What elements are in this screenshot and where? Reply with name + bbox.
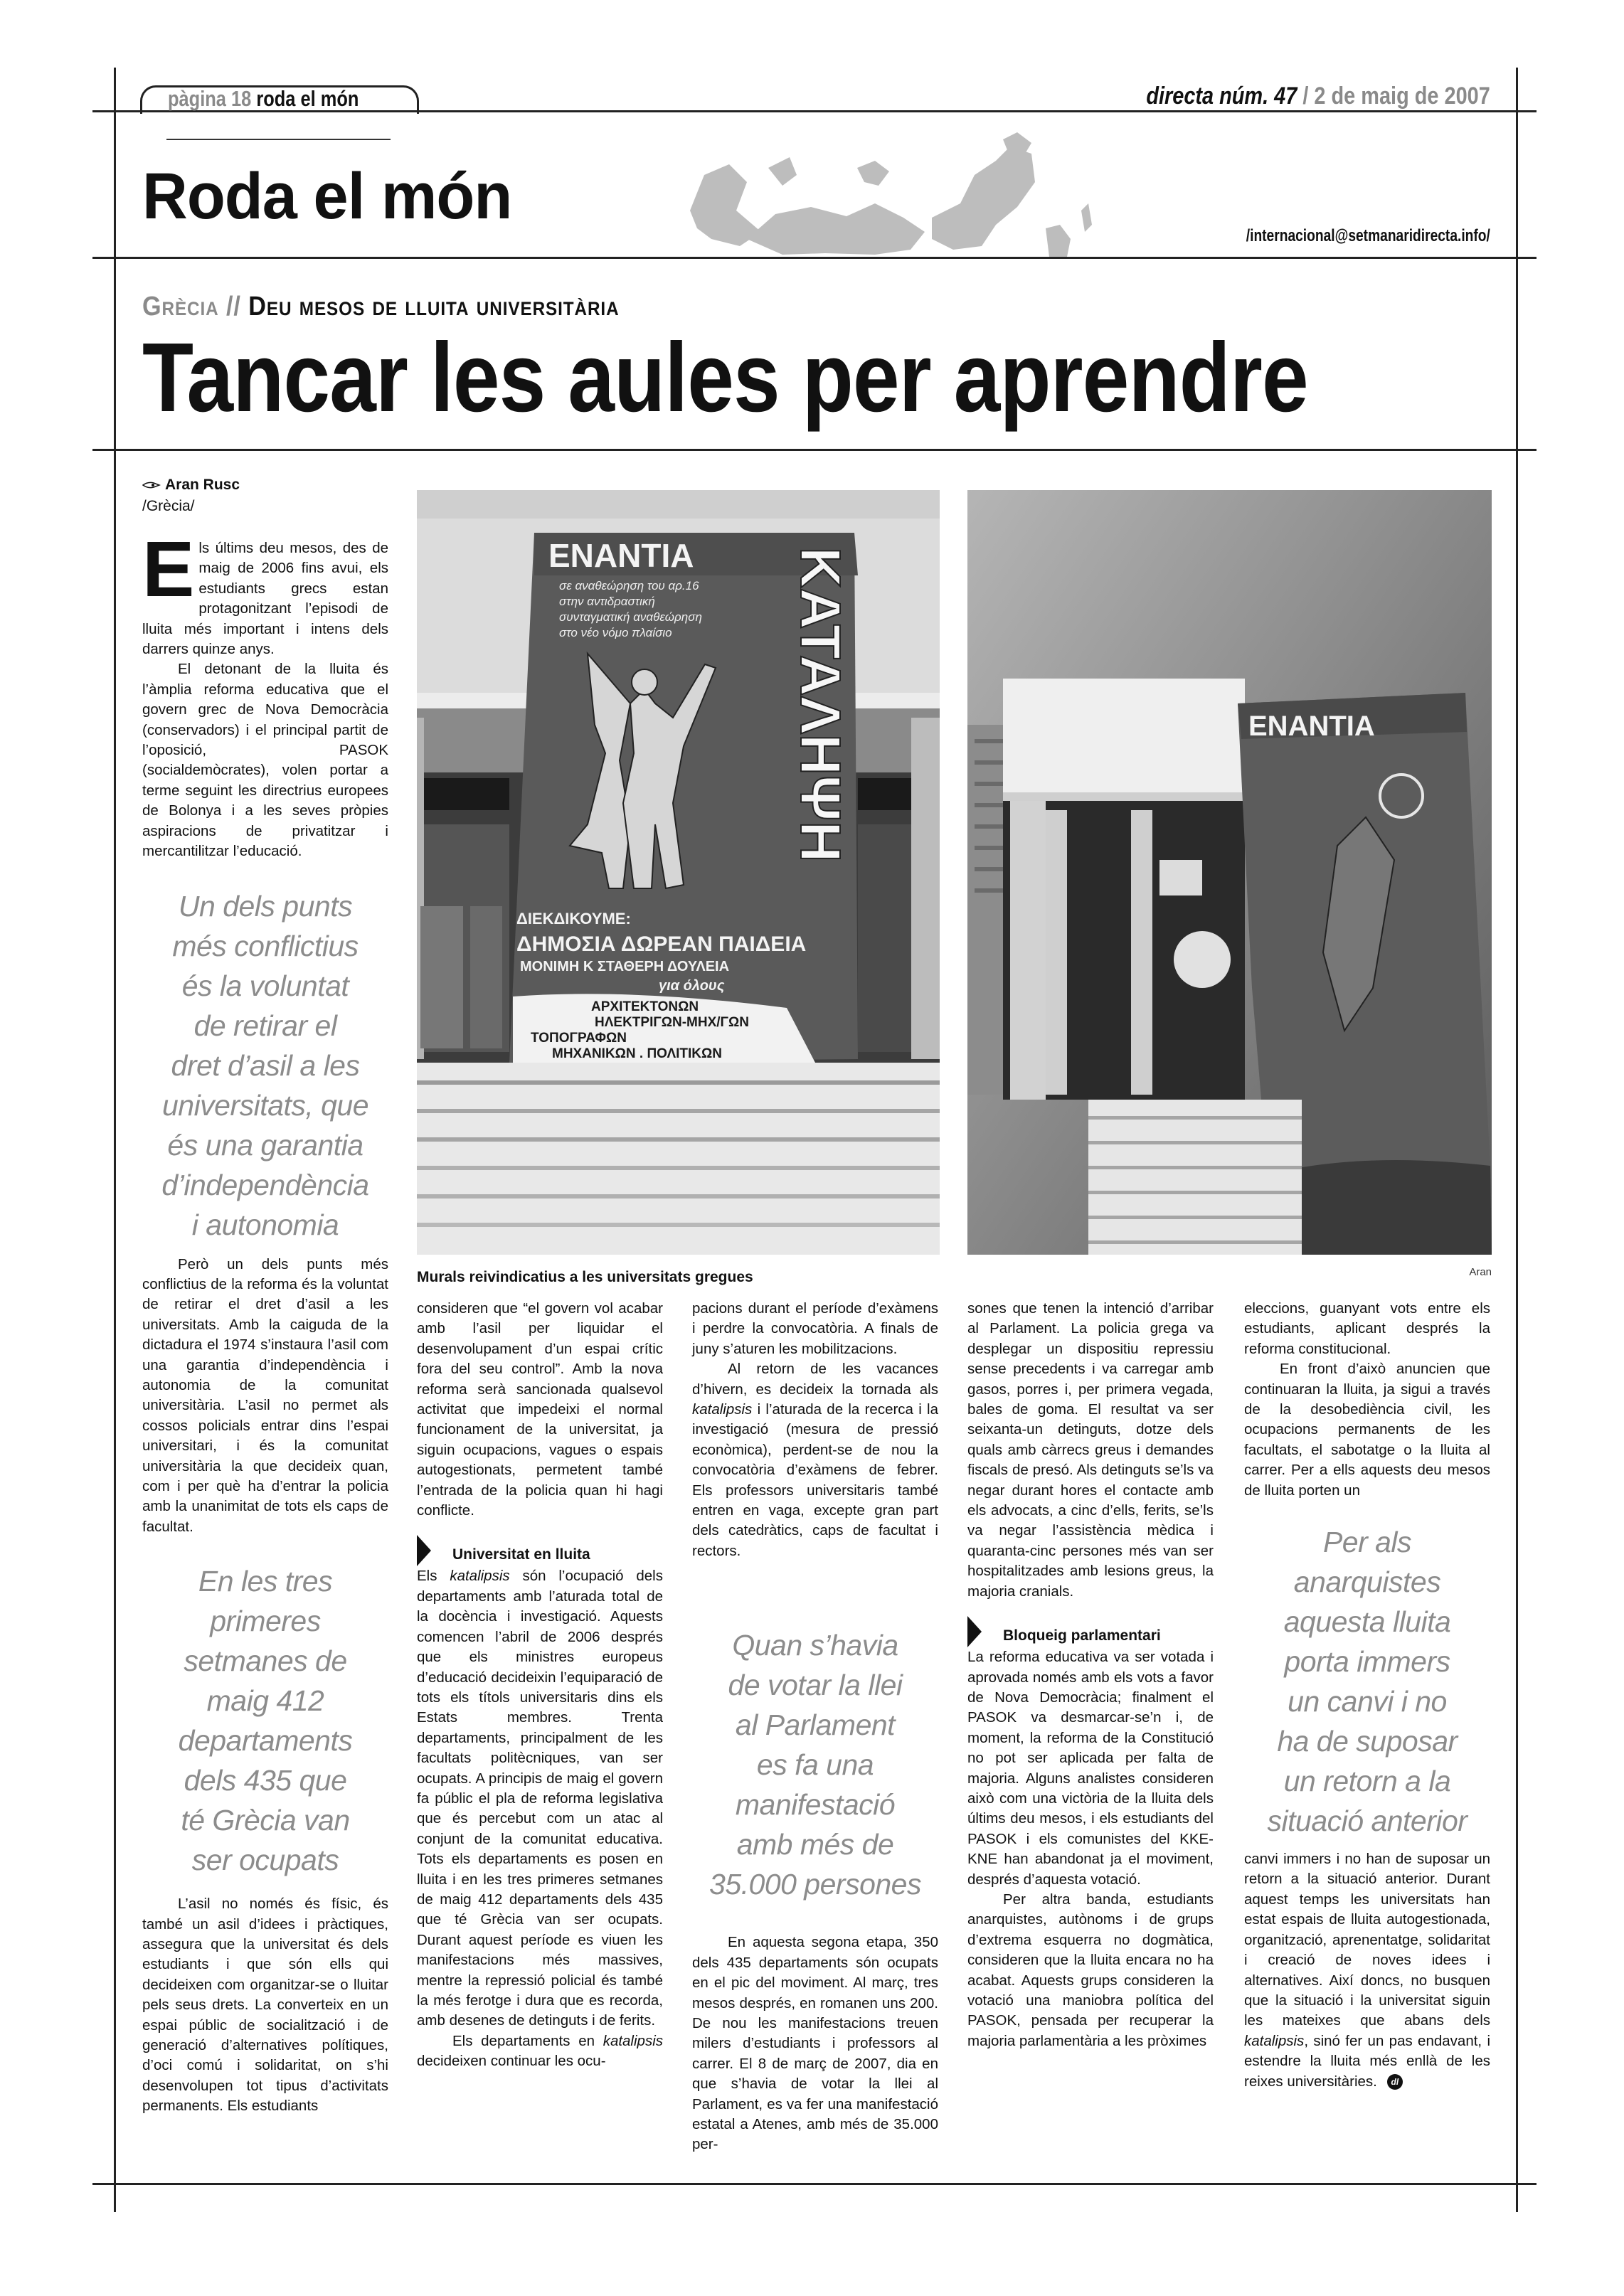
column-2-top bbox=[417, 1299, 663, 1521]
column-5-bottom bbox=[1244, 1849, 1490, 2092]
text-run: Els bbox=[417, 1568, 450, 1585]
quote-line: porta immers bbox=[1284, 1645, 1450, 1679]
column-2-bottom bbox=[417, 1566, 663, 2071]
kicker-country: Grècia bbox=[142, 292, 219, 321]
column-2 bbox=[417, 1299, 663, 2072]
text-run: canvi immers i no han de suposar un retorn a la situació anterior. Durant aquest temps les universitats han estat espais de lluita autogestionada, organització, aprenentatge, solidaritat i creació de noves idees i alternatives. Així doncs, no busquen que la situació i la universitat siguin les mateixes que abans dels bbox=[1244, 1851, 1490, 2029]
quote-line: ha de suposar bbox=[1277, 1725, 1458, 1758]
banner-text: ΔΗΜΟΣΙΑ ΔΩΡΕΑΝ ΠΑΙΔΕΙΑ bbox=[516, 932, 807, 956]
paragraph: Però un dels punts més conflictius de la reforma és la voluntat de retirar el dret d’asil a les universitats. Amb la caiguda de la dictadura el 1974 s’instaura l’asil com una garantia d’independència i autonomia de la comunitat universitària. L’asil no permet als cossos policials entrar dins l’espai universitari, i és la comunitat universitària la que decideix quan, com i per què ha d’entrar la policia amb la unanimitat de tots els caps de facultat. bbox=[142, 1255, 388, 1535]
dateline-location: /Grècia/ bbox=[142, 498, 195, 514]
article-headline: Tancar les aules per aprendre bbox=[142, 323, 1308, 432]
italic-term: katalipsis bbox=[603, 2032, 663, 2049]
quote-line: té Grècia van bbox=[181, 1804, 350, 1837]
text-run: són l’ocupació dels departaments amb l’aturada total de la docència i investigació. Aquests comencen l’abril de 2006 després que els ministres europeus d’educació decideixin l’equiparació de tots els títols universitaris dins els Estats membres. Trenta departaments, principalment de les facultats politècniques, van ser ocupats. A principis de maig el govern fa públic el pla de reforma legislativa que és percebut com un atac al conjunt de la comunitat educativa. Tots els departaments es posen en lluita i en les tres primeres setmanes de maig 412 departaments dels 435 que té Grècia van ser ocupats. Durant aquest període es viuen les manifestacions més massives, mentre la repressió policial és també la més ferotge i dura que es recorda, amb desenes de detinguts i de ferits. bbox=[417, 1568, 663, 2029]
paragraph: En front d’això anuncien que continuaran la lluita, ja sigui a través de la desobediència civil, les ocupacions permanents de les facultats, el sabotatge o la lluita al carrer. Per a ells aquests deu mesos de lluita porten un bbox=[1244, 1361, 1490, 1499]
photo-credit: Aran bbox=[1469, 1266, 1492, 1278]
byline bbox=[142, 475, 388, 495]
quote-line: i autonomia bbox=[191, 1208, 339, 1241]
banner-text: σε αναθεώρηση του αρ.16 bbox=[559, 579, 699, 592]
quote-line: més conflictius bbox=[172, 929, 359, 962]
banner-text: στο νέο νόμο πλαίσιο bbox=[559, 626, 672, 639]
section-title: Roda el món bbox=[142, 160, 512, 233]
quote-line: situació anterior bbox=[1267, 1805, 1468, 1838]
banner-text: ΗΛΕΚΤΡΙΓΩΝ-ΜΗΧ/ΓΩΝ bbox=[595, 1015, 749, 1030]
quote-line: 35.000 persones bbox=[709, 1868, 921, 1901]
quote-line: Per als bbox=[1322, 1526, 1412, 1559]
pull-quote-4 bbox=[1244, 1522, 1490, 1841]
column-1-bottom bbox=[142, 1894, 388, 2116]
paragraph: consideren que “el govern vol acabar amb l’asil per liquidar el desenvolupament d’un espai crític fora del seu control”. Amb la nova reforma serà sancionada qualsevol activitat que impedeixi el normal funcionament de la universitat, ja siguin ocupacions, vagues o espais autogestionats, permetent també l’entrada de la policia quan hi hagi conflicte. bbox=[417, 1300, 663, 1519]
italic-term: katalipsis bbox=[692, 1401, 753, 1418]
paragraph: pacions durant el període d’exàmens i perdre la convocatòria. A finals de juny s’aturen les mobilitzacions. bbox=[692, 1300, 938, 1357]
photo-banner-university-1 bbox=[417, 490, 940, 1255]
paragraph: El detonant de la lluita és l’àmplia reforma educativa que el govern grec de Nova Democràcia (conservadors) i el principal partit de l’oposició, PASOK (socialdemòcrates), volen portar a terme seguint les directrius europees de Bolonya i a les seves pròpies aspiracions de privatitzar i mercantilitzar l’educació. bbox=[142, 661, 388, 860]
paragraph: sones que tenen la intenció d’arribar al Parlament. La policia grega va desplegar un dispositiu repressiu sense precedents i va carregar amb gasos, porres i, per primera vegada, bales de goma. El resultat va ser seixanta-un detinguts, dotze dels quals amb càrrecs greus i demandes fiscals de presó. Als detinguts se’ls va negar durant hores el contacte amb els advocats, a cinc d’ells, ferits, se’ls va negar l’assistència mèdica i quaranta-cinc persones més van ser hospitalitzades amb lesions greus, la majoria cranials. bbox=[967, 1300, 1214, 1600]
paragraph: L’asil no només és físic, és també un asil d’idees i pràctiques, assegura que la universitat és dels estudiants i que són ells qui decideixen com organitzar-se o lluitar pels seus drets. La converteix en un espai públic de socialització i de generació d’alternatives polítiques, d’oci comú i solidaritat, on s’hi desenvolupen tot tipus d’activitats permanents. Els estudiants bbox=[142, 1896, 388, 2115]
quote-line: anarquistes bbox=[1293, 1566, 1441, 1599]
quote-line: dels 435 que bbox=[184, 1764, 347, 1797]
column-3-top bbox=[692, 1299, 938, 1561]
quote-line: és una garantia bbox=[167, 1128, 363, 1162]
left-margin-rule bbox=[114, 68, 116, 2212]
quote-line: es fa una bbox=[756, 1748, 874, 1782]
page-label bbox=[168, 86, 359, 112]
banner-text: ΜΟΝΙΜΗ Κ ΣΤΑΘΕΡΗ ΔΟΥΛΕΙΑ bbox=[520, 959, 730, 974]
pull-quote-3 bbox=[692, 1625, 938, 1904]
subhead-text: Universitat en lluita bbox=[452, 1546, 590, 1563]
paragraph bbox=[1244, 1849, 1490, 2092]
banner-text: ΔΙΕΚΔΙΚΟΥΜΕ: bbox=[516, 910, 631, 928]
subhead-text: Bloqueig parlamentari bbox=[1003, 1627, 1161, 1644]
text-run: Al retorn de les vacances d’hivern, es decideix la tornada als bbox=[692, 1361, 938, 1398]
text-run: i l’aturada de la recerca i la investigació (mesura de pressió econòmica), perdent-se de nou la convocatòria d’exàmens de febrer. Els professors universitaris també entren en vaga, excepte gran part dels catedràtics, caps de facultat i rectors. bbox=[692, 1401, 938, 1559]
column-3-bottom bbox=[692, 1933, 938, 2154]
paragraph: Per altra banda, estudiants anarquistes, autònoms i de grups d’extrema esquerra no dogmàtica, consideren que la lluita encara no ha acabat. Aquests grups consideren la votació una maniobra política del PASOK, pensada per recuperar la majoria parlamentària a les pròximes bbox=[967, 1891, 1214, 2049]
article-kicker bbox=[142, 292, 620, 322]
quote-line: primeres bbox=[210, 1605, 321, 1638]
world-map-graphic bbox=[662, 132, 1188, 257]
paragraph: La reforma educativa va ser votada i aprovada només amb els vots a favor de Nova Democràcia; finalment el PASOK va desmarcar-se’n i, de moment, la reforma de la Constitució no pot ser aplicada per falta de majoria. Alguns analistes consideren això com una victòria de la lluita dels últims deu mesos, i els estudiants del PASOK i els comunistes del KKE-KNE han abandonat ja el moviment, després d’aquesta votació. bbox=[967, 1649, 1214, 1888]
quote-line: d’independència bbox=[161, 1168, 369, 1201]
column-1 bbox=[142, 475, 388, 2117]
subhead-bloqueig-parlamentari bbox=[967, 1626, 1214, 1647]
paragraph: eleccions, guanyant vots entre els estudiants, aplicant després la reforma constitucional. bbox=[1244, 1300, 1490, 1357]
column-5 bbox=[1244, 1299, 1490, 2092]
quote-line: dret d’asil a les bbox=[171, 1048, 360, 1082]
section-rule bbox=[92, 257, 1537, 259]
column-1-middle bbox=[142, 1255, 388, 1538]
text-run: , sinó fer un pas endavant, i estendre la lluita més enllà de les reixes universitàries. bbox=[1244, 2032, 1490, 2090]
triangle-bullet-icon bbox=[417, 1535, 431, 1566]
quote-line: setmanes de bbox=[184, 1644, 347, 1678]
paragraph bbox=[417, 2031, 663, 2072]
headline-rule bbox=[92, 449, 1537, 451]
column-1-intro bbox=[142, 526, 388, 862]
column-5-top bbox=[1244, 1299, 1490, 1501]
quote-line: amb més de bbox=[736, 1828, 894, 1861]
paragraph bbox=[417, 1566, 663, 2031]
triangle-bullet-icon bbox=[967, 1616, 982, 1647]
pen-nib-icon bbox=[142, 481, 161, 489]
paragraph: En aquesta segona etapa, 350 dels 435 departaments són ocupats en el pic del moviment. Al març, tres mesos després, en romanen uns 200. De nou les manifestacions treuen milers d’estudiants i professors al carrer. El 8 de març de 2007, dia en que s’havia de votar la llei al Parlament, es va fer una manifestació estatal a Atenes, amb més de 35.000 per- bbox=[692, 1934, 938, 2153]
intro-paragraph bbox=[142, 526, 388, 659]
issue-info bbox=[1147, 83, 1490, 110]
quote-line: universitats, que bbox=[161, 1088, 369, 1122]
quote-line: Un dels punts bbox=[178, 889, 353, 923]
quote-line: manifestació bbox=[735, 1788, 896, 1822]
banner-text: συνταγματική αναθεώρηση bbox=[559, 610, 702, 624]
banner-text: ΕΝΑΝΤΙΑ bbox=[548, 537, 694, 574]
section-email[interactable]: /internacional@setmanaridirecta.info/ bbox=[1246, 226, 1490, 245]
quote-line: és la voluntat bbox=[181, 969, 349, 1002]
subhead-universitat-en-lluita bbox=[417, 1545, 663, 1566]
quote-line: aquesta lluita bbox=[1283, 1605, 1451, 1639]
text-run: Els departaments en bbox=[452, 2032, 603, 2049]
directa-end-logo-icon: dl bbox=[1387, 2074, 1403, 2090]
pull-quote-1 bbox=[142, 886, 388, 1245]
photo-caption: Murals reivindicatius a les universitats gregues bbox=[417, 1269, 753, 1285]
footer-rule bbox=[92, 2183, 1537, 2185]
kicker-topic: Deu mesos de lluita universitària bbox=[248, 292, 620, 321]
kicker-separator: // bbox=[226, 292, 241, 321]
quote-line: al Parlament bbox=[735, 1708, 896, 1742]
quote-line: un retorn a la bbox=[1283, 1765, 1451, 1798]
banner-text: ΤΟΠΟΓΡΑΦΩΝ bbox=[531, 1031, 627, 1046]
section-top-rule bbox=[166, 139, 391, 140]
page-number: pàgina 18 bbox=[168, 86, 252, 111]
quote-line: departaments bbox=[178, 1724, 353, 1758]
column-4 bbox=[967, 1299, 1214, 2051]
section-label: roda el món bbox=[256, 86, 359, 111]
issue-number: directa núm. 47 bbox=[1146, 83, 1297, 110]
photo-2-image bbox=[967, 490, 1492, 1255]
drop-cap: E bbox=[142, 526, 195, 613]
column-3 bbox=[692, 1299, 938, 2155]
quote-line: de retirar el bbox=[193, 1009, 337, 1042]
paragraph-text: ls últims deu mesos, des de maig de 2006 fins avui, els estudiants grecs estan protagonitzant l’episodi de lluita més important i intens dels darrers quinze anys. bbox=[142, 540, 388, 658]
quote-line: de votar la llei bbox=[728, 1669, 903, 1702]
quote-line: un canvi i no bbox=[1288, 1685, 1447, 1718]
banner-text: στην αντιδραστική bbox=[559, 595, 655, 608]
quote-line: En les tres bbox=[198, 1565, 333, 1598]
paragraph bbox=[692, 1359, 938, 1561]
quote-line: Quan s’havia bbox=[732, 1629, 898, 1662]
issue-date: / 2 de maig de 2007 bbox=[1302, 83, 1490, 110]
banner-text: ΚΑΤΑΛΗΨΗ bbox=[789, 547, 852, 863]
italic-term: katalipsis bbox=[450, 1568, 510, 1585]
quote-line: ser ocupats bbox=[191, 1844, 339, 1877]
column-4-bottom bbox=[967, 1647, 1214, 2051]
pull-quote-2 bbox=[142, 1561, 388, 1880]
right-margin-rule bbox=[1516, 68, 1518, 2212]
banner-text: ΑΡΧΙΤΕΚΤΟΝΩΝ bbox=[591, 999, 699, 1014]
author-name: Aran Rusc bbox=[165, 477, 240, 493]
italic-term: katalipsis bbox=[1244, 2032, 1305, 2049]
photo-banner-university-2 bbox=[967, 490, 1492, 1255]
quote-line: maig 412 bbox=[206, 1684, 324, 1718]
text-run: decideixen continuar les ocu- bbox=[417, 2053, 606, 2070]
banner-text: για όλους bbox=[659, 978, 725, 994]
column-4-top bbox=[967, 1299, 1214, 1602]
banner-text: ΕΝΑΝΤΙΑ bbox=[1248, 711, 1375, 742]
banner-text: ΜΗΧΑΝΙΚΩΝ . ΠΟΛΙΤΙΚΩΝ bbox=[552, 1046, 722, 1061]
photo-1-image bbox=[417, 490, 940, 1255]
